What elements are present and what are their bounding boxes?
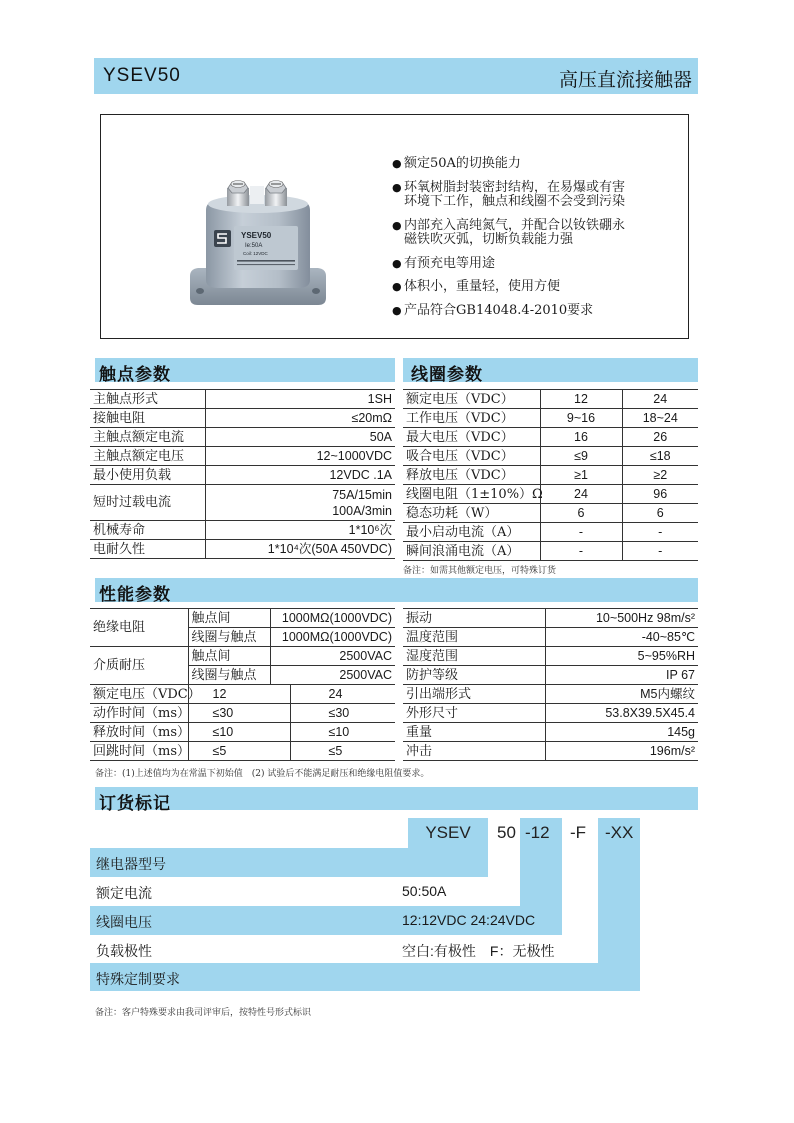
table-row bbox=[403, 504, 698, 523]
ordering-note: 备注：客户特殊要求由我司评审后，按特性号形式标识 bbox=[95, 1008, 312, 1018]
feature-text: ● 体积小，重量轻，使用方便 bbox=[404, 279, 561, 294]
param-value: 1*10⁶次 bbox=[205, 521, 395, 540]
code-custom-box bbox=[598, 818, 640, 963]
value-24v: - bbox=[622, 523, 698, 542]
table-row bbox=[403, 666, 698, 685]
param-sublabel: 线圈与触点 bbox=[188, 666, 270, 685]
performance-note: 备注：(1)上述值均为在常温下初始值 (2) 试验后不能满足耐压和绝缘电阻值要求。 bbox=[95, 769, 430, 779]
order-row-coil bbox=[90, 906, 562, 935]
value-24v: 96 bbox=[622, 485, 698, 504]
value-24v: 24 bbox=[290, 685, 395, 704]
param-label: 主触点额定电压 bbox=[90, 447, 205, 466]
param-label: 线圈电阻（1±10%）Ω bbox=[403, 485, 540, 504]
section-coil-params bbox=[403, 358, 698, 385]
param-label: 回跳时间（ms） bbox=[90, 742, 188, 761]
table-row bbox=[403, 609, 698, 628]
table-row bbox=[403, 723, 698, 742]
value-24v: - bbox=[622, 542, 698, 561]
value-12v: 16 bbox=[540, 428, 622, 447]
param-label: 接触电阻 bbox=[90, 409, 205, 428]
table-row bbox=[90, 390, 395, 409]
param-label: 机械寿命 bbox=[90, 521, 205, 540]
order-row-label: 继电器型号 bbox=[96, 857, 166, 873]
param-value: 1000MΩ(1000VDC) bbox=[270, 609, 395, 628]
coil-note: 备注：如需其他额定电压，可特殊订货 bbox=[403, 566, 557, 576]
coil-params-table bbox=[403, 389, 698, 561]
header-band bbox=[94, 58, 698, 94]
model-title: YSEV50 bbox=[103, 65, 181, 86]
param-label: 吸合电压（VDC） bbox=[403, 447, 540, 466]
code-coil: -12 bbox=[525, 823, 550, 842]
param-value bbox=[205, 485, 395, 521]
table-row bbox=[403, 466, 698, 485]
param-label: 振动 bbox=[403, 609, 545, 628]
param-value-line: 75A/15min bbox=[332, 487, 392, 502]
param-sublabel: 线圈与触点 bbox=[188, 628, 270, 647]
code-current: 50 bbox=[497, 823, 516, 842]
value-12v: 12 bbox=[188, 685, 290, 704]
param-label: 湿度范围 bbox=[403, 647, 545, 666]
param-label: 动作时间（ms） bbox=[90, 704, 188, 723]
param-label: 最大电压（VDC） bbox=[403, 428, 540, 447]
table-row bbox=[403, 428, 698, 447]
param-value: M5内螺纹 bbox=[545, 685, 698, 704]
table-row bbox=[403, 742, 698, 761]
value-12v: ≤5 bbox=[188, 742, 290, 761]
environment-table bbox=[403, 608, 698, 761]
table-row bbox=[90, 723, 395, 742]
param-value: 1*10⁴次(50A 450VDC) bbox=[205, 540, 395, 559]
contactor-product-image bbox=[186, 176, 330, 310]
list-item bbox=[393, 181, 683, 210]
section-ordering bbox=[95, 787, 698, 814]
table-row bbox=[403, 628, 698, 647]
order-row-label: 额定电流 bbox=[96, 886, 152, 902]
order-row-value: 空白:有极性 F：无极性 bbox=[402, 943, 555, 959]
param-label: 主触点额定电流 bbox=[90, 428, 205, 447]
list-item bbox=[393, 304, 683, 319]
list-item bbox=[393, 219, 683, 248]
feature-text: ● 环氧树脂封装密封结构，在易爆或有害 bbox=[404, 179, 626, 195]
value-24v: 26 bbox=[622, 428, 698, 447]
table-row bbox=[403, 485, 698, 504]
value-24v: ≤5 bbox=[290, 742, 395, 761]
value-12v: ≤9 bbox=[540, 447, 622, 466]
section-title: 触点参数 bbox=[99, 365, 171, 385]
table-row bbox=[403, 542, 698, 561]
order-row-label: 特殊定制要求 bbox=[96, 972, 180, 988]
table-row bbox=[90, 409, 395, 428]
param-label: 工作电压（VDC） bbox=[403, 409, 540, 428]
section-title: 性能参数 bbox=[99, 585, 171, 605]
param-value: 1SH bbox=[205, 390, 395, 409]
table-row bbox=[90, 447, 395, 466]
value-24v: ≤30 bbox=[290, 704, 395, 723]
section-title: 线圈参数 bbox=[411, 365, 483, 385]
table-row bbox=[90, 685, 395, 704]
order-row-current bbox=[90, 877, 488, 906]
param-label: 瞬间浪涌电流（A） bbox=[403, 542, 540, 561]
param-value: 12VDC .1A bbox=[205, 466, 395, 485]
value-24v: 18~24 bbox=[622, 409, 698, 428]
mount-hole bbox=[312, 288, 320, 294]
param-value: 145g bbox=[545, 723, 698, 742]
value-12v: 24 bbox=[540, 485, 622, 504]
table-row bbox=[403, 647, 698, 666]
nameplate-coil: Coil: 12VDC bbox=[243, 251, 268, 256]
table-row bbox=[403, 523, 698, 542]
code-polarity: -F bbox=[570, 823, 587, 842]
param-value: 196m/s² bbox=[545, 742, 698, 761]
param-label: 防护等级 bbox=[403, 666, 545, 685]
value-12v: ≤10 bbox=[188, 723, 290, 742]
table-row bbox=[90, 704, 395, 723]
table-row bbox=[403, 685, 698, 704]
feature-text: ● 有预充电等用途 bbox=[404, 255, 496, 271]
param-value: 5~95%RH bbox=[545, 647, 698, 666]
param-value: 1000MΩ(1000VDC) bbox=[270, 628, 395, 647]
param-label: 稳态功耗（W） bbox=[403, 504, 540, 523]
param-value: 10~500Hz 98m/s² bbox=[545, 609, 698, 628]
param-label: 额定电压（VDC） bbox=[90, 685, 188, 704]
param-value: 53.8X39.5X45.4 bbox=[545, 704, 698, 723]
performance-table bbox=[90, 608, 395, 761]
param-label: 电耐久性 bbox=[90, 540, 205, 559]
param-value: IP 67 bbox=[545, 666, 698, 685]
feature-text: ● 产品符合GB14048.4-2010要求 bbox=[404, 302, 594, 318]
param-label: 最小启动电流（A） bbox=[403, 523, 540, 542]
order-row-label: 负载极性 bbox=[96, 944, 152, 960]
table-row bbox=[90, 609, 395, 628]
table-row bbox=[90, 521, 395, 540]
value-24v: ≤10 bbox=[290, 723, 395, 742]
param-label: 外形尺寸 bbox=[403, 704, 545, 723]
table-row bbox=[90, 428, 395, 447]
table-row bbox=[90, 485, 395, 521]
product-title: 高压直流接触器 bbox=[558, 69, 692, 91]
param-label: 释放电压（VDC） bbox=[403, 466, 540, 485]
param-value: 2500VAC bbox=[270, 666, 395, 685]
value-24v: 24 bbox=[622, 390, 698, 409]
param-label: 介质耐压 bbox=[90, 647, 188, 685]
param-label: 主触点形式 bbox=[90, 390, 205, 409]
table-row bbox=[90, 742, 395, 761]
list-item bbox=[393, 157, 683, 172]
param-label: 额定电压（VDC） bbox=[403, 390, 540, 409]
param-label: 引出端形式 bbox=[403, 685, 545, 704]
feature-text: 环境下工作，触点和线圈不会受到污染 bbox=[404, 194, 626, 209]
param-label: 短时过载电流 bbox=[90, 485, 205, 521]
table-row bbox=[90, 540, 395, 559]
param-label: 温度范围 bbox=[403, 628, 545, 647]
param-label: 释放时间（ms） bbox=[90, 723, 188, 742]
table-row bbox=[90, 466, 395, 485]
order-row-label: 线圈电压 bbox=[96, 915, 152, 931]
table-row bbox=[403, 704, 698, 723]
table-row bbox=[403, 447, 698, 466]
feature-list bbox=[393, 157, 683, 327]
feature-text: 磁铁吹灭弧，切断负载能力强 bbox=[404, 232, 574, 247]
order-row-custom bbox=[90, 963, 640, 991]
list-item bbox=[393, 280, 683, 295]
order-row-polarity bbox=[90, 935, 570, 963]
nameplate-current: Ie:50A bbox=[245, 243, 263, 249]
value-24v: 6 bbox=[622, 504, 698, 523]
contact-params-table bbox=[90, 389, 395, 559]
param-label: 重量 bbox=[403, 723, 545, 742]
param-value: 50A bbox=[205, 428, 395, 447]
value-12v: ≤30 bbox=[188, 704, 290, 723]
param-label: 冲击 bbox=[403, 742, 545, 761]
value-12v: 12 bbox=[540, 390, 622, 409]
list-item bbox=[393, 257, 683, 272]
code-custom: -XX bbox=[605, 823, 634, 842]
order-row-model bbox=[90, 848, 488, 877]
table-row bbox=[403, 409, 698, 428]
value-12v: ≥1 bbox=[540, 466, 622, 485]
value-24v: ≤18 bbox=[622, 447, 698, 466]
param-value-line: 100A/3min bbox=[332, 503, 392, 518]
nameplate-model: YSEV50 bbox=[241, 231, 272, 240]
param-sublabel: 触点间 bbox=[188, 609, 270, 628]
code-coil-box bbox=[520, 818, 562, 906]
terminal-right bbox=[265, 181, 287, 207]
value-12v: - bbox=[540, 523, 622, 542]
terminal-insulator bbox=[250, 186, 264, 204]
table-row bbox=[90, 647, 395, 666]
value-12v: 6 bbox=[540, 504, 622, 523]
section-performance-params bbox=[95, 578, 698, 605]
param-value: 12~1000VDC bbox=[205, 447, 395, 466]
code-series: YSEV bbox=[425, 823, 471, 842]
param-sublabel: 触点间 bbox=[188, 647, 270, 666]
mount-hole bbox=[196, 288, 204, 294]
value-12v: 9~16 bbox=[540, 409, 622, 428]
value-24v: ≥2 bbox=[622, 466, 698, 485]
order-row-value: 50:50A bbox=[402, 883, 447, 899]
section-title: 订货标记 bbox=[99, 794, 171, 814]
param-value: 2500VAC bbox=[270, 647, 395, 666]
param-label: 最小使用负载 bbox=[90, 466, 205, 485]
param-value: -40~85℃ bbox=[545, 628, 698, 647]
feature-text: ● 额定50A的切换能力 bbox=[404, 156, 521, 171]
param-label: 绝缘电阻 bbox=[90, 609, 188, 647]
param-value: ≤20mΩ bbox=[205, 409, 395, 428]
order-row-value: 12:12VDC 24:24VDC bbox=[402, 912, 536, 928]
terminal-left bbox=[227, 181, 249, 207]
feature-text: ● 内部充入高纯氮气，并配合以钕铁硼永 bbox=[404, 217, 626, 233]
table-row bbox=[403, 390, 698, 409]
section-contact-params bbox=[95, 358, 395, 385]
value-12v: - bbox=[540, 542, 622, 561]
code-series-box bbox=[408, 818, 488, 848]
